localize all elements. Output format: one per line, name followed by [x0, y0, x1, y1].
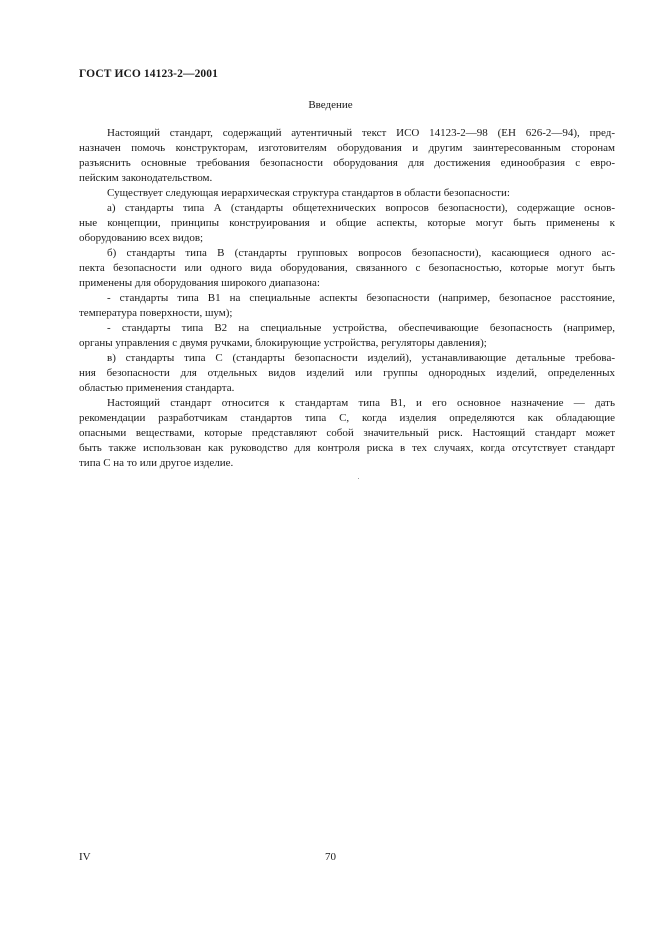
sub-item-line: температура поверхности, шум); — [79, 307, 233, 319]
list-item-line: ния безопасности для отдельных видов изделий или группы однородных изделий, определенных — [79, 367, 615, 379]
paragraph-line: рекомендации разработчикам стандартов типа С, когда изделия определяются как обладающие — [79, 412, 615, 424]
paragraph-line: быть также использован как руководство для контроля риска в тех случаях, когда отсутствует стандарт — [79, 442, 615, 454]
list-item-line: б) стандарты типа В (стандарты групповых вопросов безопасности), касающиеся одного ас- — [107, 247, 615, 259]
list-item-line: областью применения стандарта. — [79, 382, 235, 394]
paragraph-line: Настоящий стандарт относится к стандартам типа В1, и его основное назначение — дать — [107, 397, 615, 409]
list-item-line: а) стандарты типа А (стандарты общетехнических вопросов безопасности), содержащие основ- — [107, 202, 615, 214]
section-title: Введение — [308, 99, 353, 111]
paragraph-line: опасными веществами, которые представляют собой значительный риск. Настоящий стандарт может — [79, 427, 615, 439]
scan-speck — [358, 478, 359, 479]
paragraph-line: Настоящий стандарт, содержащий аутентичный текст ИСО 14123-2—98 (ЕН 626-2—94), пред- — [107, 127, 615, 139]
page-marker-left: IV — [79, 851, 91, 863]
sub-item-line: - стандарты типа В1 на специальные аспекты безопасности (например, безопасное расстояние, — [107, 292, 615, 304]
paragraph-line: назначен помочь конструкторам, изготовителям оборудования и другим заинтересованным сторонам — [79, 142, 615, 154]
paragraph-line: пейским законодательством. — [79, 172, 213, 184]
paragraph-line: Существует следующая иерархическая структура стандартов в области безопасности: — [107, 187, 510, 199]
paragraph-line: разъяснить основные требования безопасности оборудования для достижения единообразия с евро- — [79, 157, 615, 169]
paragraph-line: типа С на то или другое изделие. — [79, 457, 234, 469]
list-item-line: оборудованию всех видов; — [79, 232, 204, 244]
sub-item-line: органы управления с двумя ручками, блокирующие устройства, регуляторы давления); — [79, 337, 487, 349]
page-number: 70 — [325, 851, 336, 863]
document-header: ГОСТ ИСО 14123-2—2001 — [79, 68, 218, 80]
list-item-line: пекта безопасности или одного вида оборудования, связанного с безопасностью, которые могут быть — [79, 262, 615, 274]
sub-item-line: - стандарты типа В2 на специальные устройства, обеспечивающие безопасность (например, — [107, 322, 615, 334]
body-text — [79, 126, 615, 471]
list-item-line: в) стандарты типа С (стандарты безопасности изделий), устанавливающие детальные требова- — [107, 352, 615, 364]
list-item-line: применены для оборудования широкого диапазона: — [79, 277, 320, 289]
list-item-line: ные концепции, принципы конструирования и общие аспекты, которые могут быть применены к — [79, 217, 615, 229]
